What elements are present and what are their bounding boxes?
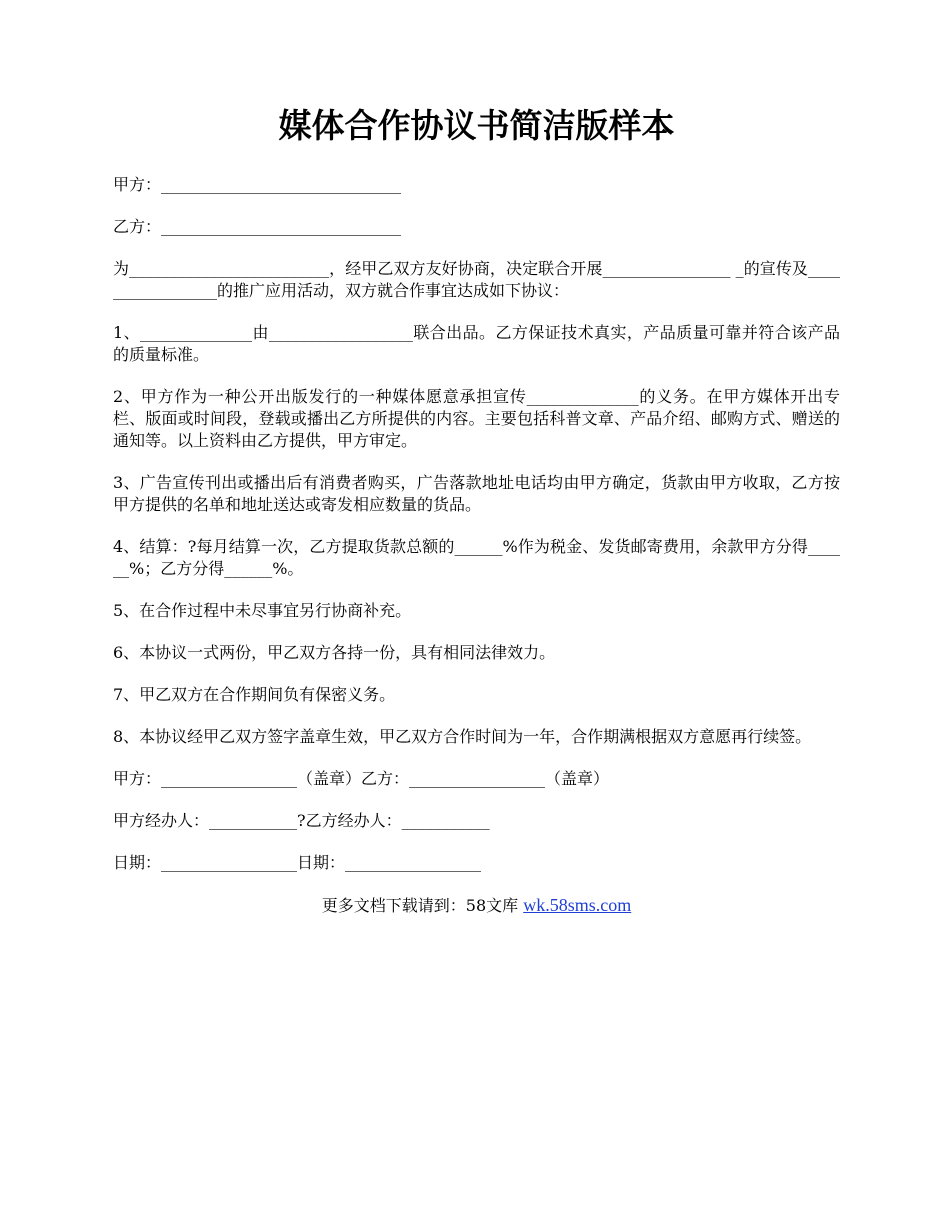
footer-text: 更多文档下载请到：58文库 bbox=[321, 895, 524, 915]
clause-2: 2、甲方作为一种公开出版发行的一种媒体愿意承担宣传______________的义务。在甲方媒体开出专栏、版面或时间段，登载或播出乙方所提供的内容。主要包括科普文章、产品介绍、邮购方式、赠送的通知等。以上资料由乙方提供，甲方审定。 bbox=[113, 386, 840, 450]
document-title: 媒体合作协议书简洁版样本 bbox=[278, 106, 675, 145]
clause-1: 1、______________由__________________联合出品。乙方保证技术真实，产品质量可靠并符合该产品的质量标准。 bbox=[113, 322, 840, 364]
clause-5: 5、在合作过程中未尽事宜另行协商补充。 bbox=[113, 600, 412, 620]
handler-line: 甲方经办人：___________?乙方经办人：___________ bbox=[113, 810, 490, 830]
date-line: 日期：_________________日期：_________________ bbox=[113, 852, 482, 872]
clause-7: 7、甲乙双方在合作期间负有保密义务。 bbox=[113, 684, 396, 704]
clause-4: 4、结算：?每月结算一次，乙方提取货款总额的______%作为税金、发货邮寄费用，余款甲方分得______%；乙方分得______%。 bbox=[113, 536, 840, 578]
clause-8: 8、本协议经甲乙双方签字盖章生效，甲乙双方合作时间为一年，合作期满根据双方意愿再行续签。 bbox=[113, 726, 812, 746]
clause-6: 6、本协议一式两份，甲乙双方各持一份，具有相同法律效力。 bbox=[113, 642, 556, 662]
intro-paragraph: 为_________________________，经甲乙双方友好协商，决定联合开展________________ _的宣传及_________________的推广应用活动，双方就合作事宜达成如下协议： bbox=[113, 258, 840, 300]
party-a-line: 甲方：______________________________ bbox=[113, 174, 402, 194]
footer bbox=[113, 894, 840, 917]
clause-3: 3、广告宣传刊出或播出后有消费者购买，广告落款地址电话均由甲方确定，货款由甲方收取，乙方按甲方提供的名单和地址送达或寄发相应数量的货品。 bbox=[113, 472, 840, 514]
document-page bbox=[113, 106, 840, 917]
party-b-line: 乙方：______________________________ bbox=[113, 216, 402, 236]
signature-line: 甲方：_________________（盖章）乙方：_________________（盖章） bbox=[113, 768, 610, 788]
footer-link[interactable]: wk.58sms.com bbox=[523, 894, 632, 915]
